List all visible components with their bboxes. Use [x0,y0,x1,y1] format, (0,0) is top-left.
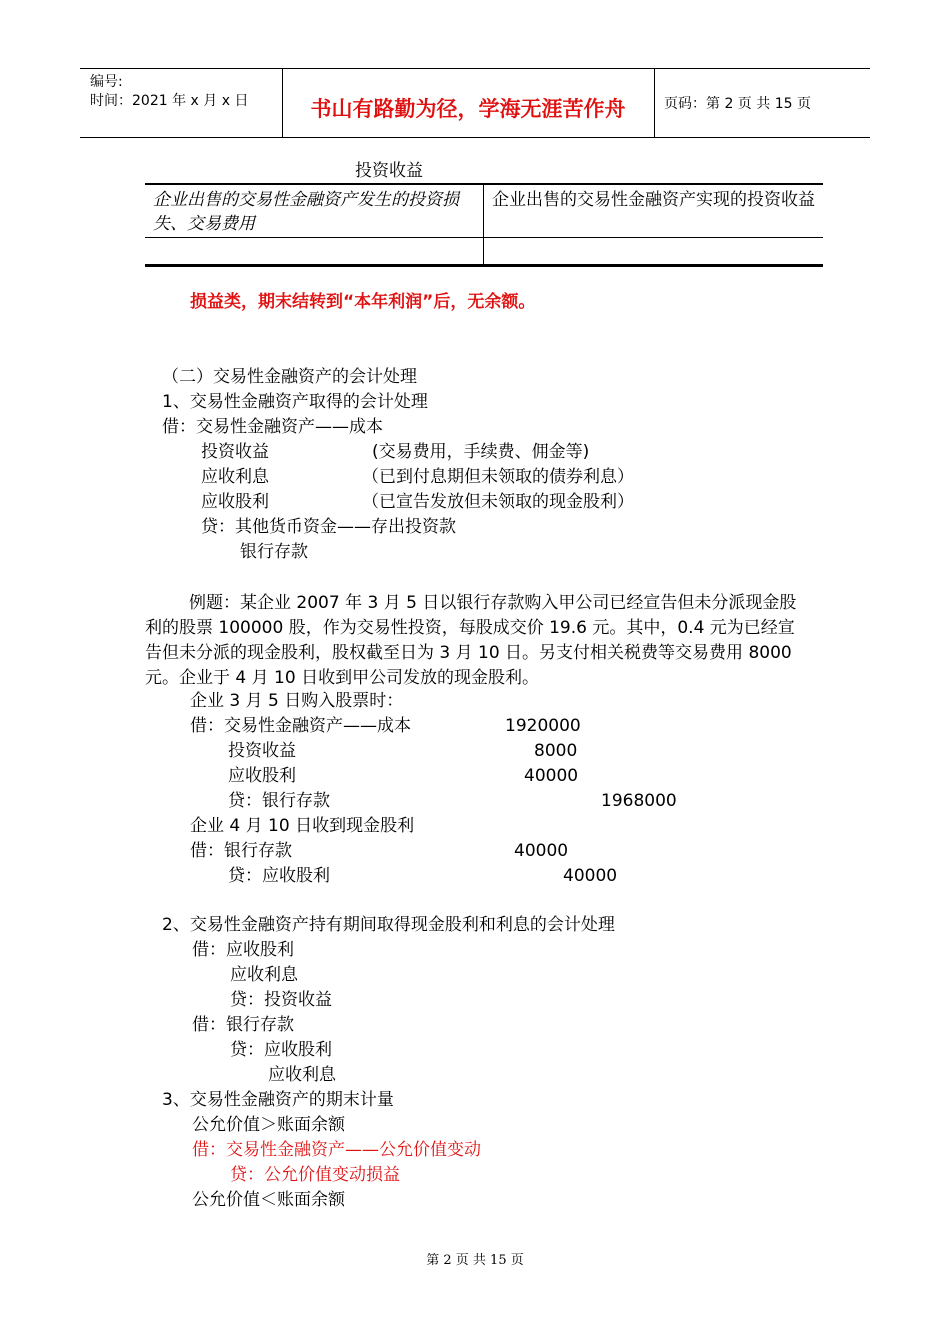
t-account-row-line [145,237,823,238]
page-label: 页码：第 2 页 共 15 页 [664,96,811,112]
header-motto-cell [282,69,655,137]
s3-case2: 公允价值＜账面余额 [192,1190,345,1210]
s3-case1-debit: 借：交易性金融资产——公允价值变动 [192,1140,481,1160]
receipt-debit-amount: 40000 [514,841,569,861]
t-account-credit-side: 企业出售的交易性金融资产实现的投资收益 [492,190,815,210]
purchase-debit3-amount: 40000 [524,766,579,786]
receipt-credit-account: 贷：应收股利 [228,866,330,886]
header-page-cell [655,69,870,137]
purchase-credit-account: 贷：银行存款 [228,791,330,811]
purchase-debit2-amount: 8000 [534,741,578,761]
entry1-debit-main: 借：交易性金融资产——成本 [162,417,383,437]
page-footer: 第 2 页 共 15 页 [426,1253,524,1268]
entry1-line2-account: 应收利息 [201,467,269,487]
example-paragraph: 例题：某企业 2007 年 3 月 5 日以银行存款购入甲公司已经宣告但未分派现金股利的股票 100000 股，作为交易性投资，每股成交价 19.6 元。其中，0.4 元为已经宣告但未分派的现金股利，股权截至日为 3 月 10 日。另支付相关税费等交易费用 8000 元。企业于 4 月 10 日收到甲公司发放的现金股利。 [145,593,797,688]
s2-entry2-credit1: 贷：应收股利 [230,1040,332,1060]
entry1-line1-account: 投资收益 [201,442,269,462]
subsection-3-heading: 3、交易性金融资产的期末计量 [162,1090,394,1110]
entry1-line2-note: （已到付息期但未领取的债券利息） [362,467,634,487]
document-header [80,68,870,138]
purchase-debit1-amount: 1920000 [505,716,581,736]
entry1-line3-note: （已宣告发放但未领取的现金股利） [362,492,634,512]
receipt-heading: 企业 4 月 10 日收到现金股利 [190,816,415,836]
s2-entry1-credit: 贷：投资收益 [230,990,332,1010]
t-account-title: 投资收益 [355,161,423,181]
date-label: 时间：2021 年 x 月 x 日 [90,93,249,109]
subsection-2-heading: 2、交易性金融资产持有期间取得现金股利和利息的会计处理 [162,915,615,935]
section-heading: （二）交易性金融资产的会计处理 [162,367,417,387]
subsection-1-heading: 1、交易性金融资产取得的会计处理 [162,392,428,412]
s2-entry1-debit1: 借：应收股利 [192,940,294,960]
red-note: 损益类，期末结转到“本年利润”后，无余额。 [190,292,536,312]
entry1-line3-account: 应收股利 [201,492,269,512]
receipt-credit-amount: 40000 [563,866,618,886]
code-label: 编号: [90,74,123,90]
t-account [145,183,823,267]
purchase-debit1-account: 借：交易性金融资产——成本 [190,716,411,736]
t-account-debit-side: 企业出售的交易性金融资产发生的投资损失、交易费用 [153,190,459,234]
header-meta-cell [80,69,283,137]
s3-case1: 公允价值＞账面余额 [192,1115,345,1135]
purchase-debit3-account: 应收股利 [228,766,296,786]
s2-entry1-debit2: 应收利息 [230,965,298,985]
s2-entry2-debit: 借：银行存款 [192,1015,294,1035]
s3-case1-credit: 贷：公允价值变动损益 [230,1165,400,1185]
t-account-divider [483,185,484,264]
purchase-debit2-account: 投资收益 [228,741,296,761]
receipt-debit-account: 借：银行存款 [190,841,292,861]
motto: 书山有路勤为径，学海无涯苦作舟 [310,97,626,121]
s2-entry2-credit2: 应收利息 [268,1065,336,1085]
purchase-credit-amount: 1968000 [601,791,677,811]
entry1-line1-note: (交易费用，手续费、佣金等) [372,442,590,462]
entry1-credit-alt: 银行存款 [240,542,308,562]
purchase-heading: 企业 3 月 5 日购入股票时： [190,691,404,711]
entry1-credit-main: 贷：其他货币资金——存出投资款 [201,517,456,537]
